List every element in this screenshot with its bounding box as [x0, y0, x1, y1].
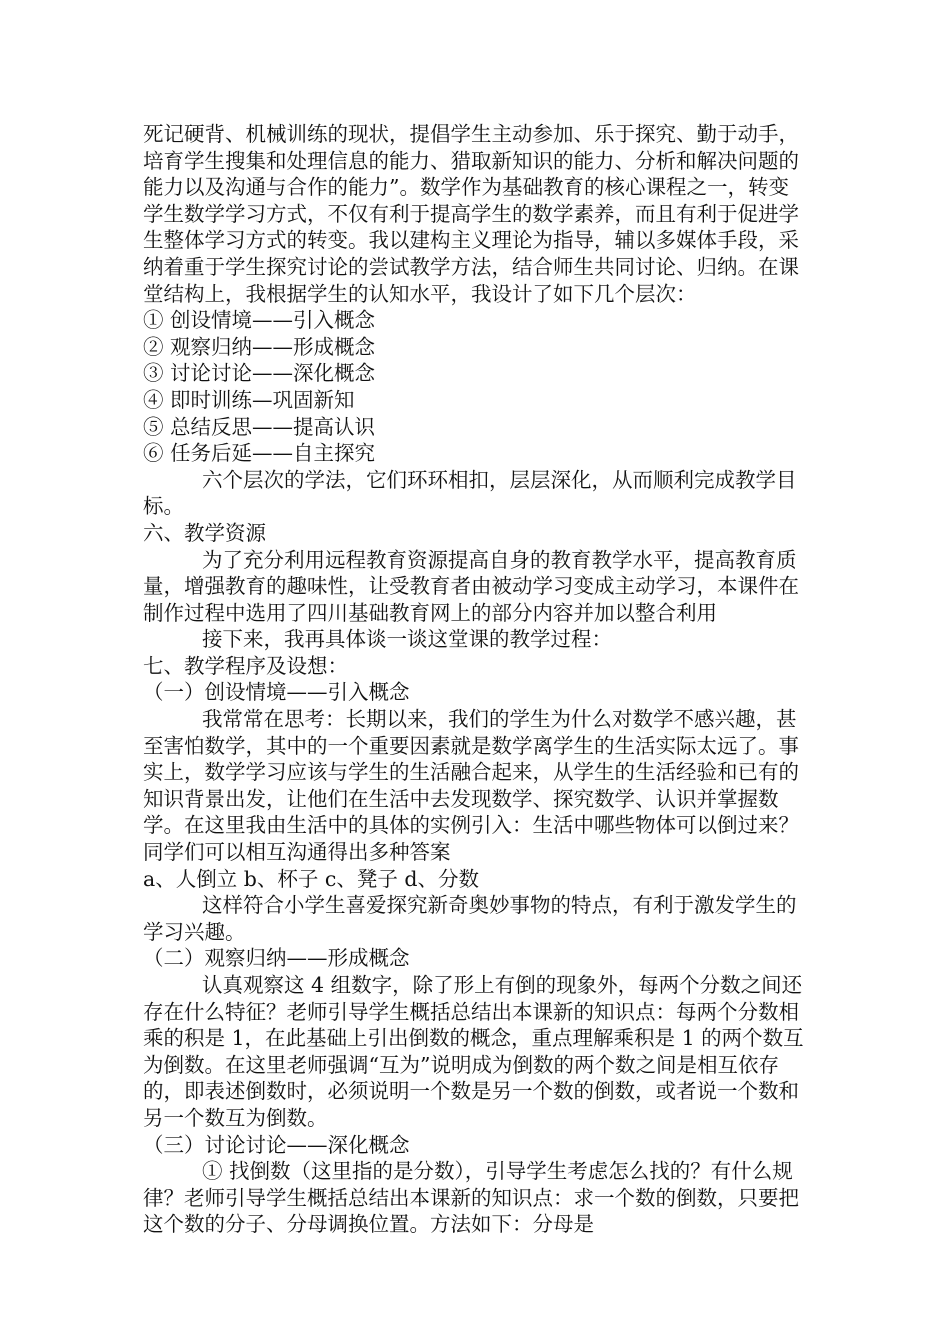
paragraph-9: 六、教学资源 [143, 520, 266, 545]
paragraph-2: ① 创设情境——引入概念 [143, 308, 376, 333]
paragraph-20: ① 找倒数（这里指的是分数），引导学生考虑怎么找的？有什么规律？老师引导学生概括总结出本课新的知识点：求一个数的倒数，只要把这个数的分子、分母调换位置。方法如下：分母是 [143, 1159, 799, 1237]
paragraph-1: 死记硬背、机械训练的现状，提倡学生主动参加、乐于探究、勤于动手，培育学生搜集和处理信息的能力、猎取新知识的能力、分析和解决问题的能力以及沟通与合作的能力”。数学作为基础教育的核心课程之一，转变学生数学学习方式，不仅有利于提高学生的数学素养，而且有利于促进学生整体学习方式的转变。我以建构主义理论为指导，辅以多媒体手段，采纳着重于学生探究讨论的尝试教学方法，结合师生共同讨论、归纳。在课堂结构上，我根据学生的认知水平，我设计了如下几个层次： [143, 122, 799, 306]
paragraph-5: ④ 即时训练—巩固新知 [143, 387, 355, 412]
paragraph-12: 七、教学程序及设想： [143, 653, 348, 678]
paragraph-4: ③ 讨论讨论——深化概念 [143, 361, 376, 386]
paragraph-3: ② 观察归纳——形成概念 [143, 334, 376, 359]
paragraph-8: 六个层次的学法，它们环环相扣，层层深化，从而顺利完成教学目标。 [143, 467, 797, 519]
paragraph-14: 我常常在思考：长期以来，我们的学生为什么对数学不感兴趣，甚至害怕数学，其中的一个重要因素就是数学离学生的生活实际太远了。事实上，数学学习应该与学生的生活融合起来，从学生的生活经验和已有的知识背景出发，让他们在生活中去发现数学、探究数学、认识并掌握数学。在这里我由生活中的具体的实例引入：生活中哪些物体可以倒过来？同学们可以相互沟通得出多种答案 [143, 707, 799, 865]
paragraph-19: （三）讨论讨论——深化概念 [143, 1132, 410, 1157]
paragraph-7: ⑥ 任务后延——自主探究 [143, 441, 376, 466]
paragraph-17: （二）观察归纳——形成概念 [143, 946, 410, 971]
paragraph-16: 这样符合小学生喜爱探究新奇奥妙事物的特点，有利于激发学生的学习兴趣。 [143, 893, 797, 944]
paragraph-6: ⑤ 总结反思——提高认识 [143, 414, 376, 439]
paragraph-15: a、人倒立 b、杯子 c、凳子 d、分数 [143, 866, 479, 891]
paragraph-10: 为了充分利用远程教育资源提高自身的教育教学水平，提高教育质量，增强教育的趣味性，让受教育者由被动学习变成主动学习，本课件在制作过程中选用了四川基础教育网上的部分内容并加以整合利用 [143, 547, 799, 625]
document-page [143, 121, 807, 1238]
paragraph-18: 认真观察这 4 组数字，除了形上有倒的现象外，每两个分数之间还存在什么特征？老师引导学生概括总结出本课新的知识点：每两个分数相乘的积是 1，在此基础上引出倒数的概念，重点理解乘积是 1 的两个数互为倒数。在这里老师强调“互为”说明成为倒数的两个数之间是相互依存的，即表述倒数时，必须说明一个数是另一个数的倒数，或者说一个数和另一个数互为倒数。 [143, 973, 804, 1130]
paragraph-13: （一）创设情境——引入概念 [143, 680, 410, 705]
paragraph-11: 接下来，我再具体谈一谈这堂课的教学过程： [202, 627, 612, 652]
